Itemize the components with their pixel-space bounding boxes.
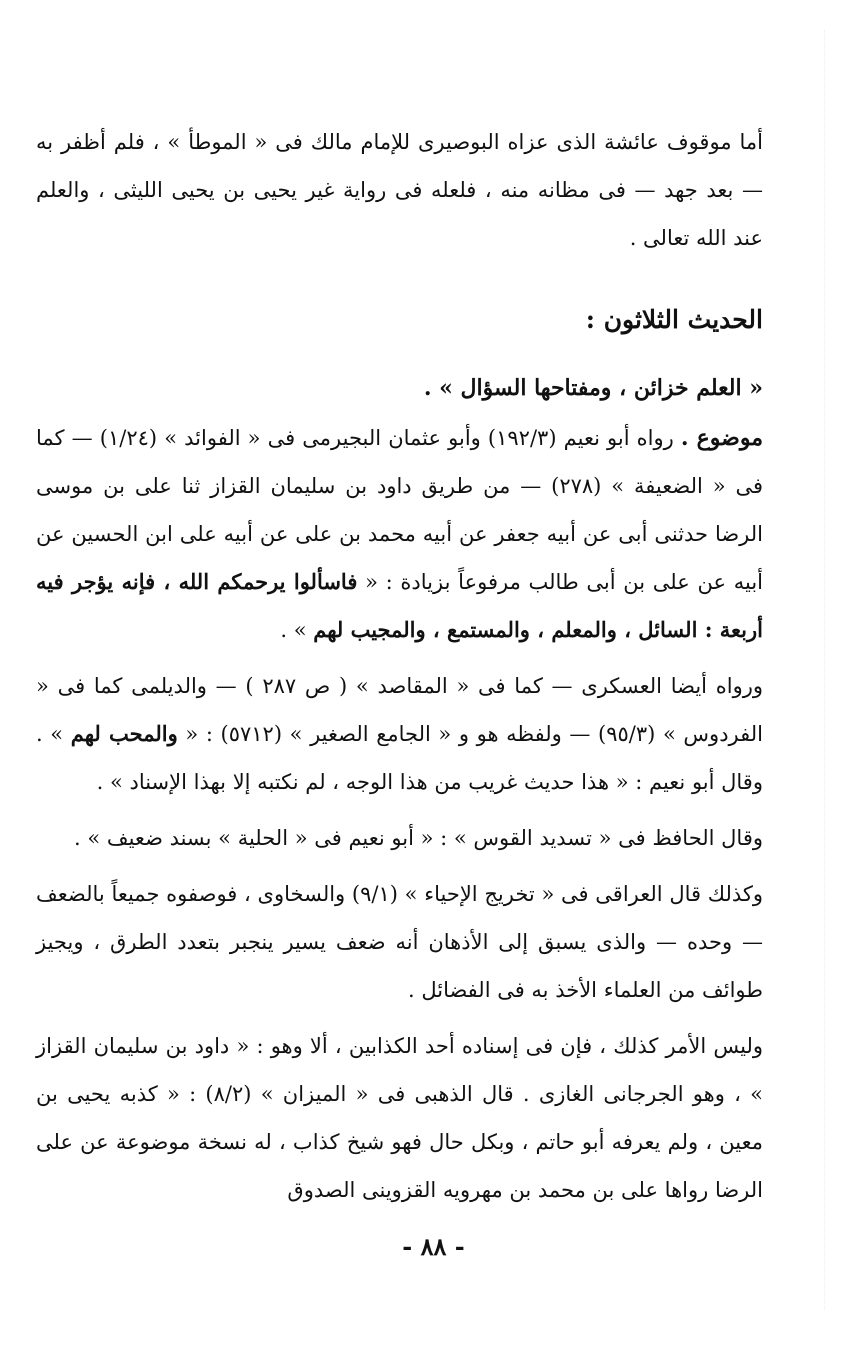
- paragraph-iraqi: وكذلك قال العراقى فى « تخريج الإحياء » (٩/١) والسخاوى ، فوصفوه جميعاً بالضعف — وحده — والذى يسبق إلى الأذهان أنه ضعف يسير ينجبر بتعدد الطرق ، ويجيز طوائف من العلماء الأخذ به فى الفضائل .: [36, 882, 763, 1002]
- addition-text: والمحب لهم: [70, 721, 178, 746]
- page-body: [36, 118, 763, 1214]
- page-edge-marks: [824, 30, 855, 1310]
- paragraph-text: رواه أبو نعيم (١٩٢/٣) وأبو عثمان البجيرمى فى « الفوائد » (١/٢٤) — كما فى « الضعيفة » (٢٧٨) — من طريق داود بن سليمان القزاز ثنا على بن موسى الرضا حدثنى أبى عن أبيه جعفر عن أبيه محمد بن على عن أبيه على ابن الحسين عن أبيه عن على بن أبى طالب مرفوعاً بزيادة : «: [36, 426, 763, 594]
- paragraph-text: » .: [280, 618, 314, 642]
- paragraph-text: » . وقال أبو نعيم : « هذا حديث غريب من هذا الوجه ، لم نكتبه إلا بهذا الإسناد » .: [36, 722, 763, 794]
- addition-text: فاسألوا يرحمكم الله ، فإنه يؤجر فيه أربعة : السائل ، والمعلم ، والمستمع ، والمجيب لهم: [36, 569, 763, 642]
- page-number: - ٨٨ -: [402, 1232, 465, 1261]
- hadith-text: « العلم خزائن ، ومفتاحها السؤال » .: [423, 375, 763, 401]
- paragraph-isnad: وليس الأمر كذلك ، فإن فى إسناده أحد الكذابين ، ألا وهو : « داود بن سليمان القزاز » ، وهو الجرجانى الغازى . قال الذهبى فى « الميزان » (٨/٢) : « كذبه يحيى بن معين ، ولم يعرفه أبو حاتم ، وبكل حال فهو شيخ كذاب ، له نسخة موضوعة عن على الرضا رواها على بن محمد بن مهرويه القزوينى الصدوق: [36, 1034, 763, 1202]
- intro-paragraph: أما موقوف عائشة الذى عزاه البوصيرى للإمام مالك فى « الموطأ » ، فلم أظفر به — بعد جهد — فى مظانه منه ، فلعله فى رواية غير يحيى بن يحيى الليثى ، والعلم عند الله تعالى .: [36, 130, 763, 250]
- paragraph-hafiz: وقال الحافظ فى « تسديد القوس » : « أبو نعيم فى « الحلية » بسند ضعيف » .: [73, 826, 763, 850]
- paragraph-text: ورواه أيضا العسكرى — كما فى « المقاصد » ( ص ٢٨٧ ) — والديلمى كما فى « الفردوس » (٩٥/٣) — ولفظه هو و « الجامع الصغير » (٥٧١٢) : «: [36, 674, 763, 746]
- paragraph-takhrij: [36, 414, 763, 654]
- paragraph-askari: [36, 662, 763, 806]
- grading-label: موضوع .: [680, 425, 763, 451]
- section-heading: الحديث الثلاثون :: [585, 305, 763, 334]
